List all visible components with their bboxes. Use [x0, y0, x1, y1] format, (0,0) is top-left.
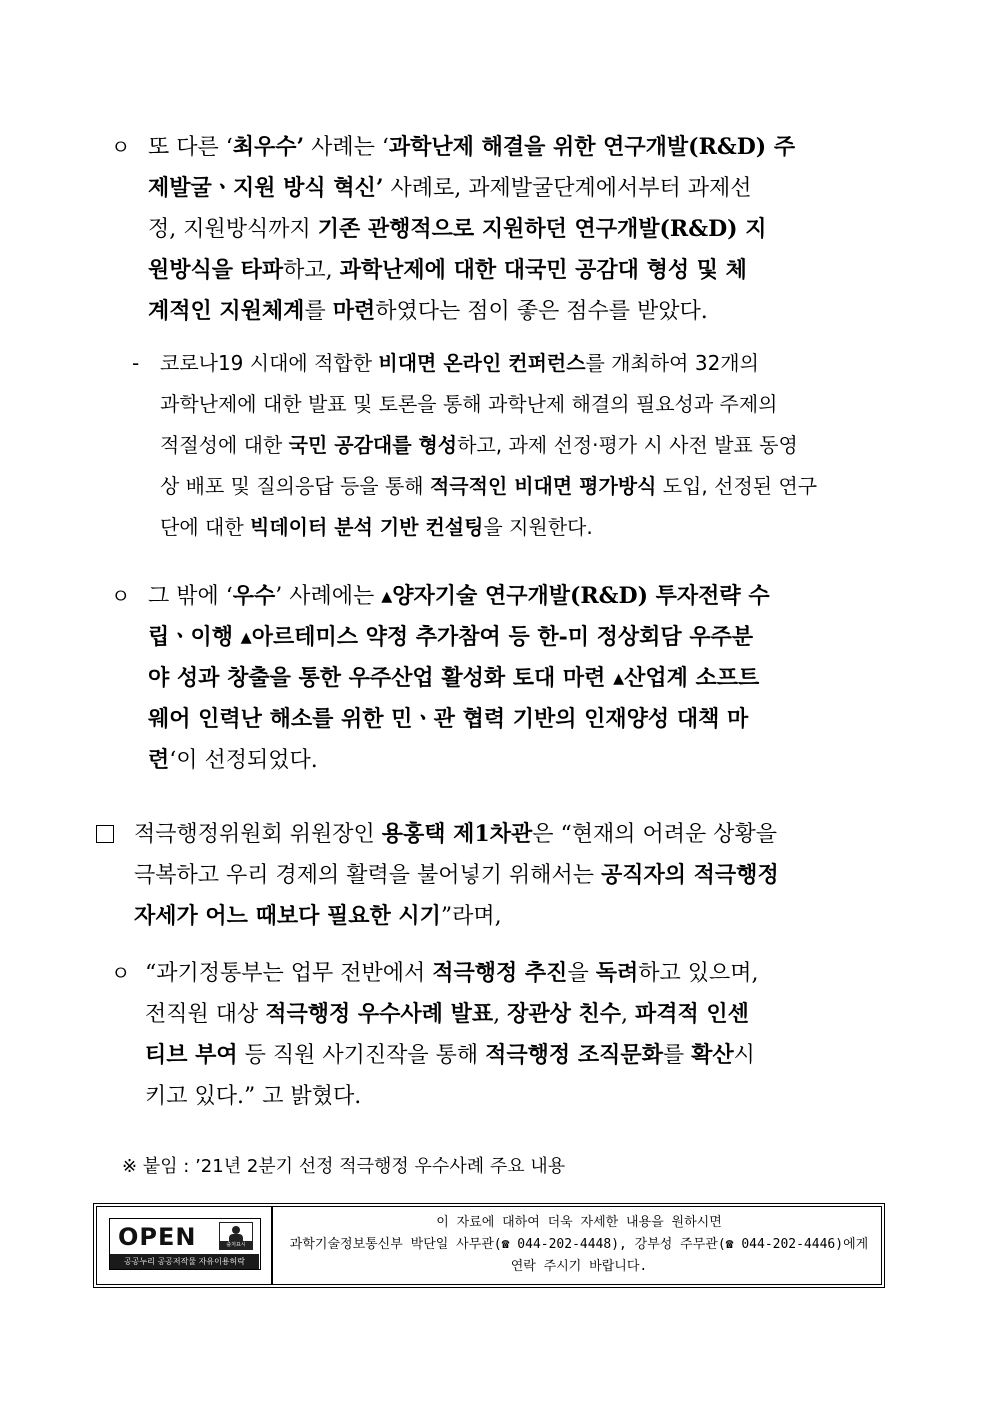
text-line	[148, 168, 896, 209]
bold-text-segment: 적극행정 추진	[432, 960, 568, 986]
bold-text-segment: 독려	[595, 960, 639, 986]
bold-text-segment: 과학난제 해결을 위한 연구개발(R&D) 주	[388, 134, 796, 160]
text-line	[148, 127, 896, 168]
text-line	[148, 617, 896, 658]
bullet-marker: ㅇ	[111, 135, 131, 159]
text-line	[134, 814, 896, 855]
bold-text-segment: 우수	[232, 583, 276, 609]
bold-text-segment: 련	[148, 747, 170, 773]
text-segment: 사례는 ‘	[304, 135, 389, 160]
bold-text-segment: 최우수’	[232, 134, 305, 160]
text-segment: 하고, 과제 선정·평가 시 사전 발표 동영	[457, 433, 798, 457]
attachment-note: ※ 붙임 : ’21년 2분기 선정 적극행정 우수사례 주요 내용	[122, 1156, 566, 1177]
contact-info-box	[93, 1203, 885, 1288]
bold-text-segment: 적극행정 조직문화	[485, 1042, 663, 1068]
text-line	[148, 740, 896, 781]
bold-text-segment: 장관상 친수	[507, 1001, 622, 1027]
text-segment: 적절성에 대한	[160, 433, 289, 457]
text-line	[134, 896, 896, 937]
text-line	[145, 953, 896, 994]
text-segment: ‘이 선정되었다.	[169, 748, 318, 773]
bold-text-segment: 제발굴ㆍ지원 방식 혁신’	[148, 175, 384, 201]
text-segment: 하고,	[283, 258, 340, 283]
bold-text-segment: 공직자의 적극행정	[601, 862, 779, 888]
paragraph-best-case-detail	[160, 343, 896, 548]
text-line	[160, 466, 896, 507]
text-segment: ”라며,	[440, 904, 502, 929]
text-segment: 키고 있다.” 고 밝혔다.	[145, 1084, 362, 1109]
text-segment: 극복하고 우리 경제의 활력을 불어넣기 위해서는	[134, 863, 602, 888]
paragraph-ministry-statement	[145, 953, 896, 1117]
text-segment: ,	[621, 1002, 636, 1027]
text-line	[160, 343, 896, 384]
bold-text-segment: 계적인 지원체계	[148, 298, 305, 324]
text-segment: “과기정통부는 업무 전반에서	[145, 961, 433, 986]
text-segment: 그 밖에 ‘	[148, 584, 233, 609]
text-segment: 정, 지원방식까지	[148, 217, 318, 242]
bold-text-segment: 기존 관행적으로 지원하던 연구개발(R&D) 지	[317, 216, 767, 242]
text-segment: 를	[662, 1043, 692, 1068]
text-line	[160, 384, 896, 425]
contact-line-1: 이 자료에 대하여 더욱 자세한 내용을 원하시면	[436, 1215, 722, 1230]
bold-text-segment: 비대면 온라인 컨퍼런스	[378, 351, 586, 375]
text-segment: 을 지원한다.	[483, 515, 593, 539]
text-line	[148, 576, 896, 617]
contact-line-2: 과학기술정보통신부 박단일 사무관(☎ 044-202-4448), 강부성 주무관(☎ 044-202-4446)에게	[289, 1237, 869, 1252]
bold-text-segment: 국민 공감대를 형성	[288, 433, 458, 457]
contact-line-3: 연락 주시기 바랍니다.	[510, 1259, 648, 1274]
bold-text-segment: 빅데이터 분석 기반 컨설팅	[250, 515, 484, 539]
text-line	[148, 209, 896, 250]
bold-text-segment: 립ㆍ이행 ▴아르테미스 약정 추가참여 등 한-미 정상회담 우주분	[148, 624, 754, 650]
text-segment: 적극행정위원회 위원장인	[134, 822, 382, 847]
text-line	[148, 291, 896, 332]
text-line	[160, 425, 896, 466]
text-line	[145, 1035, 896, 1076]
bold-text-segment: 웨어 인력난 해소를 위한 민ㆍ관 협력 기반의 인재양성 대책 마	[148, 706, 749, 732]
bold-text-segment: 확산	[691, 1042, 734, 1068]
text-segment: 하고 있으며,	[638, 961, 759, 986]
text-line	[145, 994, 896, 1035]
text-line	[134, 855, 896, 896]
text-segment: 전직원 대상	[145, 1002, 266, 1027]
text-segment: 코로나19 시대에 적합한	[160, 351, 379, 375]
paragraph-best-case-1	[148, 127, 896, 332]
text-line	[145, 1076, 896, 1117]
bold-text-segment: 원방식을 타파	[148, 257, 284, 283]
text-segment: ’ 사례에는 ▴	[275, 584, 393, 609]
paragraph-vice-minister-quote	[134, 814, 896, 937]
bold-text-segment: 양자기술 연구개발(R&D) 투자전략 수	[392, 583, 770, 609]
text-segment: 단에 대한	[160, 515, 250, 539]
contact-divider	[271, 1206, 273, 1285]
text-segment: 을	[567, 961, 596, 986]
text-segment: 를 개최하여 32개의	[585, 351, 759, 375]
bold-text-segment: 야 성과 창출을 통한 우주산업 활성화 토대 마련 ▴산업계 소프트	[148, 665, 760, 691]
text-line	[148, 658, 896, 699]
kogl-open-logo	[109, 1218, 261, 1270]
text-segment: 도입, 선정된 연구	[656, 474, 818, 498]
text-segment: 시	[733, 1043, 755, 1068]
text-segment: ,	[493, 1002, 508, 1027]
bold-text-segment: 자세가 어느 때보다 필요한 시기	[134, 903, 441, 929]
open-logo-text: OPEN	[118, 1223, 197, 1251]
text-segment: 과학난제에 대한 발표 및 토론을 통해 과학난제 해결의 필요성과 주제의	[160, 392, 778, 416]
text-segment: 등 직원 사기진작을 통해	[237, 1043, 486, 1068]
checkbox-square-icon	[96, 825, 114, 843]
text-line	[160, 507, 896, 548]
text-segment: 사례로, 과제발굴단계에서부터 과제선	[383, 176, 752, 201]
contact-text	[274, 1212, 884, 1278]
text-segment: 은 “현재의 어려운 상황을	[532, 822, 777, 847]
text-segment: 를	[304, 299, 333, 324]
text-segment: 하였다는 점이 좋은 점수를 받았다.	[375, 299, 708, 324]
text-line	[148, 250, 896, 291]
bold-text-segment: 과학난제에 대한 대국민 공감대 형성 및 체	[339, 257, 747, 283]
paragraph-excellent-cases	[148, 576, 896, 781]
bold-text-segment: 적극적인 비대면 평가방식	[429, 474, 657, 498]
bullet-marker: ㅇ	[111, 584, 131, 608]
bullet-marker: ㅇ	[111, 961, 131, 985]
text-line	[148, 699, 896, 740]
attribution-icon: 출처표시	[219, 1222, 253, 1250]
bold-text-segment: 파격적 인센	[635, 1001, 749, 1027]
kogl-license-bar: 공공누리 공공저작물 자유이용허락	[110, 1254, 259, 1269]
bold-text-segment: 용홍택 제1차관	[381, 821, 533, 847]
bold-text-segment: 마련	[332, 298, 376, 324]
text-segment: 또 다른 ‘	[148, 135, 233, 160]
text-segment: 상 배포 및 질의응답 등을 통해	[160, 474, 430, 498]
bold-text-segment: 티브 부여	[145, 1042, 238, 1068]
bold-text-segment: 적극행정 우수사례 발표	[265, 1001, 494, 1027]
dash-marker: -	[132, 351, 140, 375]
